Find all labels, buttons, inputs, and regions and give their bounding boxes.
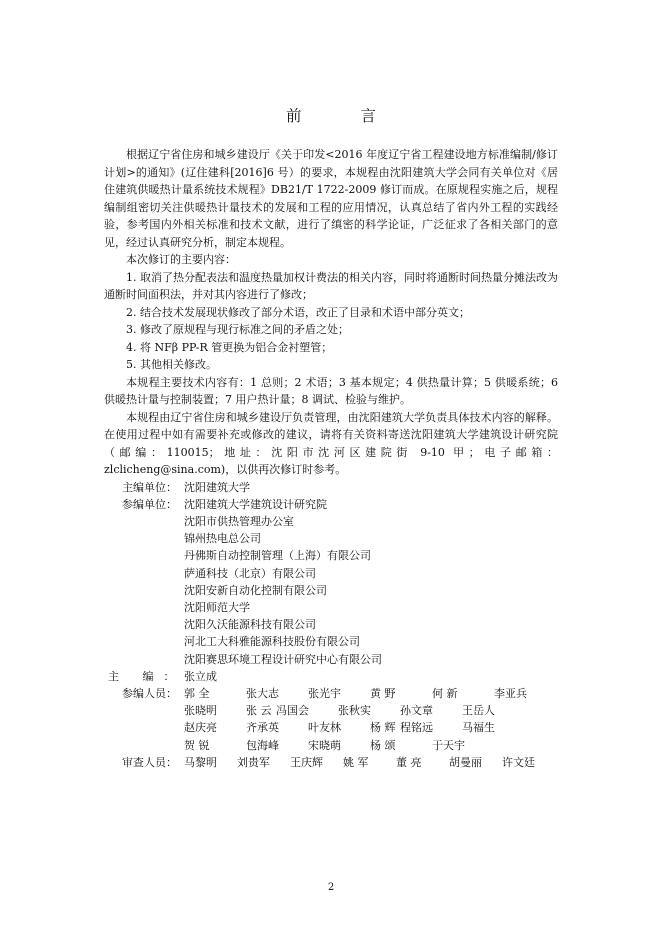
- participant-name: 贺 锐: [184, 738, 210, 752]
- revision-item-1: 1. 取消了热分配表法和温度热量加权计费法的相关内容，同时将通断时间热量分摊法改为通断时间面积法，并对其内容进行了修改；: [104, 270, 558, 301]
- revision-item-4: 4. 将 NFβ PP-R 管更换为铝合金衬塑管；: [126, 340, 333, 354]
- technical-contents-paragraph: 本规程主要技术内容有：1 总则；2 术语；3 基本规定；4 供热量计算；5 供暖系统；6 供暖热计量与控制装置；7 用户热计量；8 调试、检验与维护。: [104, 375, 558, 406]
- reviewer-name: 王庆辉: [290, 755, 323, 769]
- participant-name: 王岳人: [462, 704, 495, 718]
- reviewers-list: [184, 754, 558, 771]
- reviewers-row: [122, 754, 558, 771]
- chief-unit-label: 主编单位：: [122, 480, 177, 494]
- participants-row: [122, 685, 558, 754]
- participating-unit: 河北工大科雅能源科技股份有限公司: [184, 635, 360, 649]
- participating-unit: 沈阳赛思环境工程设计研究中心有限公司: [184, 652, 382, 666]
- participating-unit: 丹佛斯自动控制管理（上海）有限公司: [184, 549, 371, 563]
- participants-label: 参编人员：: [122, 686, 177, 700]
- participant-name: 叶友林: [308, 721, 341, 735]
- management-paragraph: 本规程由辽宁省住房和城乡建设厅负责管理，由沈阳建筑大学负责具体技术内容的解释。在使用过程中如有需要补充或修改的建议，请将有关资料寄送沈阳建筑大学建筑设计研究院（邮编：110015；地址：沈阳市沈河区建院街 9-10 甲；电子邮箱：zlclicheng@sina.com)，以供再次修订时参考。: [104, 410, 558, 476]
- participating-unit: 沈阳师范大学: [184, 600, 250, 614]
- reviewer-name: 董 亮: [396, 755, 422, 769]
- reviewer-name: 刘贵军: [237, 755, 270, 769]
- reviewers-label: 审查人员：: [122, 755, 177, 769]
- participant-name: 李亚兵: [494, 686, 527, 700]
- reviewer-name: 姚 军: [343, 755, 369, 769]
- participant-name: 于天宇: [432, 738, 465, 752]
- participant-name: 何 新: [432, 686, 458, 700]
- participant-name: 杨 颂: [370, 738, 396, 752]
- revisions-intro: 本次修订的主要内容：: [126, 253, 236, 266]
- participating-units-row: [122, 496, 558, 513]
- revision-item-5: 5. 其他相关修改。: [126, 358, 217, 371]
- participant-name: 齐承英: [246, 721, 279, 735]
- reviewer-name: 马黎明: [184, 755, 217, 769]
- participant-name: 孙文章: [400, 704, 433, 718]
- participant-name: 张大志: [246, 686, 279, 700]
- participant-name: 郭 全: [184, 686, 210, 700]
- page-number: 2: [327, 882, 335, 893]
- participant-name: 程铭远: [400, 721, 433, 735]
- document-body: [104, 146, 558, 771]
- participants-list: [184, 685, 556, 754]
- participant-name: 冯国会: [276, 704, 309, 718]
- participant-name: 黄 野: [370, 686, 396, 700]
- participating-unit: 沈阳市供热管理办公室: [184, 514, 294, 528]
- chief-editor-value: 张立成: [184, 669, 217, 683]
- participant-name: 赵庆亮: [184, 721, 217, 735]
- participating-unit: 沈阳久沃能源科技有限公司: [184, 618, 316, 632]
- participant-name: 杨 辉: [370, 721, 396, 735]
- participant-name: 马福生: [462, 721, 495, 735]
- chief-editor-label: 主 编：: [108, 669, 185, 683]
- participating-units-label: 参编单位：: [122, 497, 177, 511]
- participant-name: 宋晓萌: [308, 738, 341, 752]
- chief-editor-row: [108, 668, 558, 685]
- reviewer-name: 许文廷: [502, 755, 535, 769]
- intro-paragraph: 根据辽宁省住房和城乡建设厅《关于印发<2016 年度辽宁省工程建设地方标准编制/修订计划>的通知》(辽住建科[2016]6 号）的要求，本规程由沈阳建筑大学会同有关单位对《居住建筑供暖热计量系统技术规程》DB21/T 1722-2009 修订而成。在原规程实施之后，规程编制组密切关注供暖热计量技术的发展和工程的应用情况，认真总结了省内外工程的实践经验，参考国内外相关标准和技术文献，进行了缜密的科学论证，广泛征求了各相关部门的意见，经过认真研究分析，制定本规程。: [104, 148, 558, 249]
- credits-section: [108, 479, 558, 771]
- revision-item-2: 2. 结合技术发展现状修改了部分术语，改正了目录和术语中部分英文；: [126, 305, 470, 319]
- chief-unit-row: [122, 479, 558, 496]
- participating-unit: 萨通科技（北京）有限公司: [184, 566, 316, 580]
- chief-unit-value: 沈阳建筑大学: [184, 480, 250, 494]
- participating-unit: 沈阳安新自动化控制有限公司: [184, 583, 327, 597]
- participant-name: 张 云: [246, 704, 272, 718]
- participating-unit: 锦州热电总公司: [184, 532, 261, 546]
- revision-item-3: 3. 修改了原规程与现行标准之间的矛盾之处；: [126, 323, 349, 336]
- participating-unit: 沈阳建筑大学建筑设计研究院: [184, 497, 327, 511]
- participant-name: 包海峰: [246, 738, 279, 752]
- participant-name: 张秋实: [338, 704, 371, 718]
- participant-name: 张晓明: [184, 704, 217, 718]
- reviewer-name: 胡曼丽: [449, 755, 482, 769]
- page-title: 前 言: [286, 107, 403, 125]
- participant-name: 张光宇: [308, 686, 341, 700]
